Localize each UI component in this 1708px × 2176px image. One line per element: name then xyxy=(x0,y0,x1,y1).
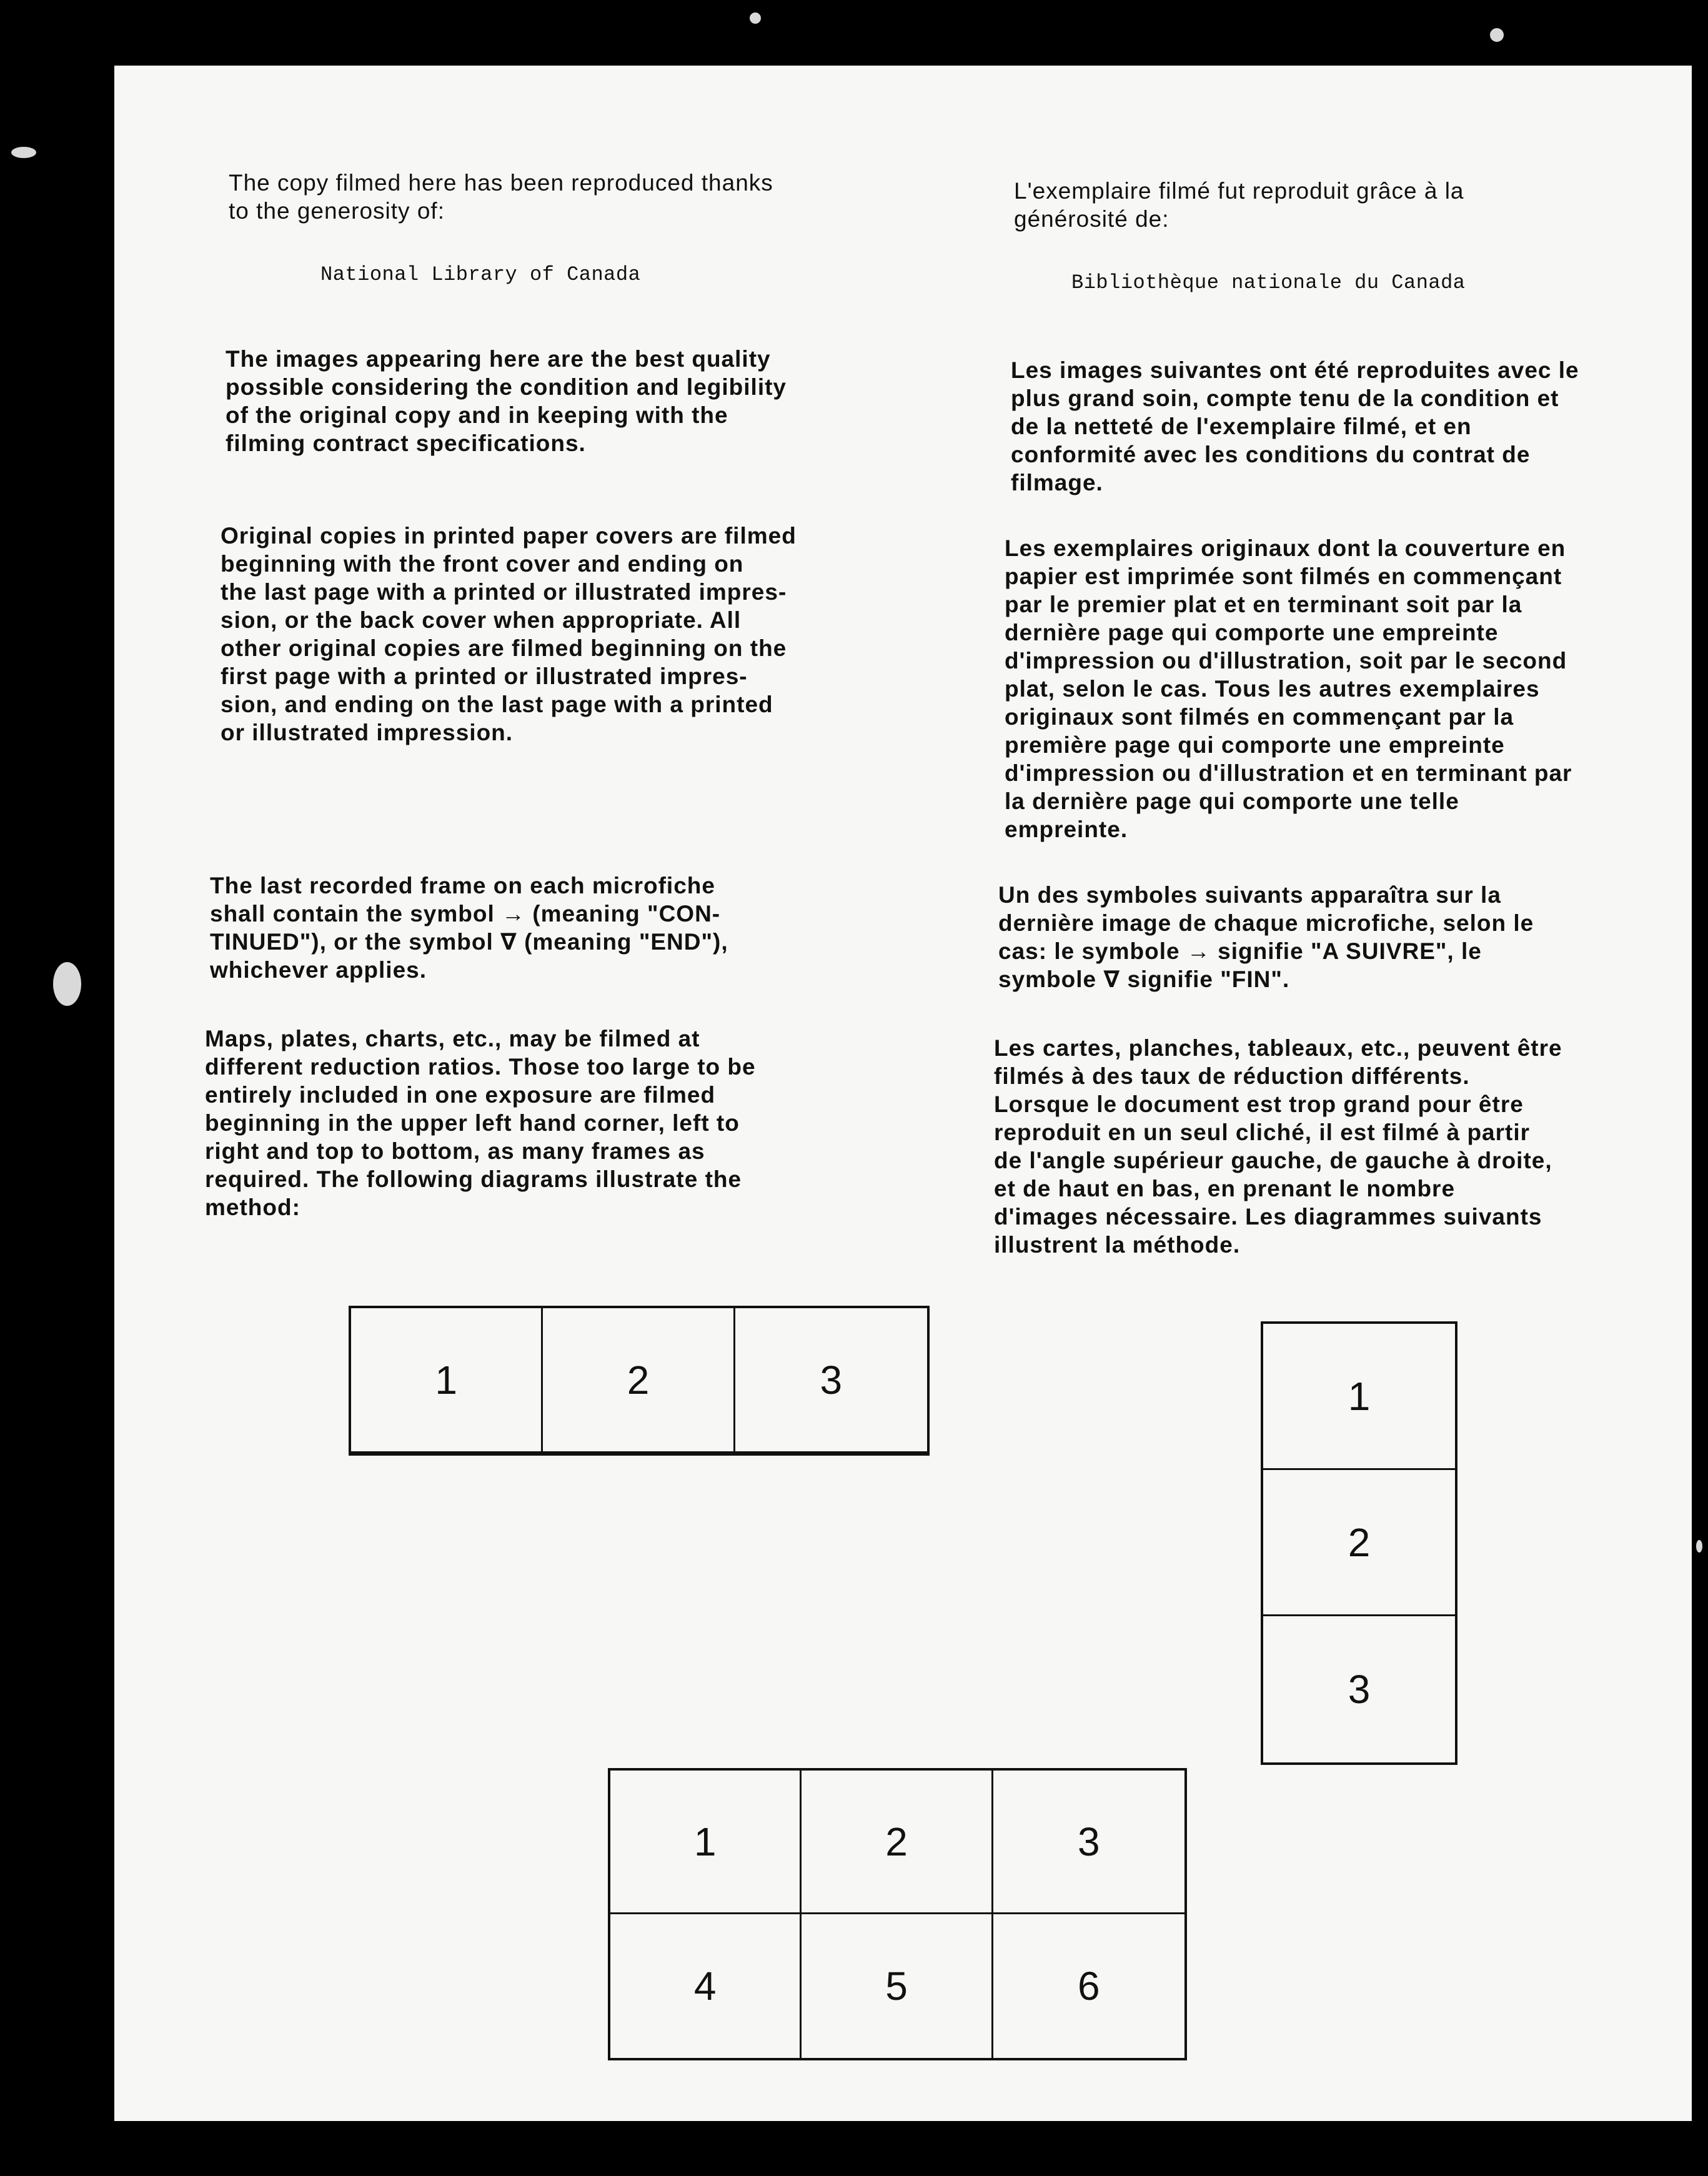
diagram-frame: 4 xyxy=(610,1914,802,2058)
diagram-frame: 3 xyxy=(735,1308,927,1453)
diagram-frame: 1 xyxy=(1263,1324,1455,1470)
film-speck xyxy=(1696,1540,1702,1553)
diagram-frame: 3 xyxy=(1348,1667,1371,1712)
english-library-name: National Library of Canada xyxy=(320,263,641,286)
french-library-name: Bibliothèque nationale du Canada xyxy=(1071,271,1466,294)
english-symbols-paragraph: The last recorded frame on each microfiche shall contain the symbol → (meaning "CON- TINUED"), or the symbol ∇ (meaning "END"), whichever applies. xyxy=(210,873,728,983)
document-page xyxy=(114,66,1692,2121)
english-image-quality-paragraph: The images appearing here are the best quality possible considering the condition and legibility of the original copy and in keeping with the filming contract specifications. xyxy=(226,346,787,456)
french-symbols-paragraph: Un des symboles suivants apparaîtra sur la dernière image de chaque microfiche, selon le cas: le symbole → signifie "A SUIVRE", le symbole ∇ signifie "FIN". xyxy=(998,882,1534,992)
english-intro: The copy filmed here has been reproduced thanks to the generosity of: xyxy=(229,170,773,224)
film-speck xyxy=(53,962,81,1006)
french-maps-paragraph: Les cartes, planches, tableaux, etc., peuvent être filmés à des taux de réduction différents. Lorsque le document est trop grand pour être reproduit en un seul cliché, il est filmé à partir de l'angle supérieur gauche, de gauche à droite, et de haut en bas, en prenant le nombre d'images nécessaire. Les diagrammes suivants illustrent la méthode. xyxy=(994,1035,1562,1258)
diagram-frame: 1 xyxy=(351,1308,543,1453)
film-speck xyxy=(750,12,761,24)
diagram-frame: 3 xyxy=(993,1771,1184,1914)
film-speck xyxy=(1490,28,1504,42)
diagram-frame: 2 xyxy=(543,1308,735,1453)
french-image-quality-paragraph: Les images suivantes ont été reproduites avec le plus grand soin, compte tenu de la condition et de la netteté de l'exemplaire filmé, et en conformité avec les conditions du contrat de filmage. xyxy=(1011,357,1579,495)
diagram-horizontal xyxy=(349,1306,930,1456)
film-speck xyxy=(11,147,36,158)
english-original-copies-paragraph: Original copies in printed paper covers are filmed beginning with the front cover and ending on the last page with a printed or illustrated impres- sion, or the back cover when appropriate. All other original copies are filmed beginning on the first page with a printed or illustrated impres- sion, and ending on the last page with a printed or illustrated impression. xyxy=(221,523,797,745)
diagram-frame: 5 xyxy=(802,1914,993,2058)
diagram-frame: 2 xyxy=(1263,1470,1455,1616)
diagram-frame: 2 xyxy=(802,1771,993,1914)
english-maps-paragraph: Maps, plates, charts, etc., may be filmed at different reduction ratios. Those too large to be entirely included in one exposure are filmed beginning in the upper left hand corner, left to right and top to bottom, as many frames as required. The following diagrams illustrate the method: xyxy=(205,1026,756,1220)
diagram-grid xyxy=(608,1768,1187,2060)
diagram-frame: 6 xyxy=(1078,1964,1100,2009)
diagram-vertical xyxy=(1261,1321,1457,1765)
diagram-frame: 1 xyxy=(610,1771,802,1914)
french-intro: L'exemplaire filmé fut reproduit grâce à la générosité de: xyxy=(1014,178,1464,232)
french-original-copies-paragraph: Les exemplaires originaux dont la couverture en papier est imprimée sont filmés en commençant par le premier plat et en terminant soit par la dernière page qui comporte une empreinte d'impression ou d'illustration, soit par le second plat, selon le cas. Tous les autres exemplaires originaux sont filmés en commençant par la première page qui comporte une empreinte d'impression ou d'illustration et en terminant par la dernière page qui comporte une telle empreinte. xyxy=(1005,535,1572,842)
